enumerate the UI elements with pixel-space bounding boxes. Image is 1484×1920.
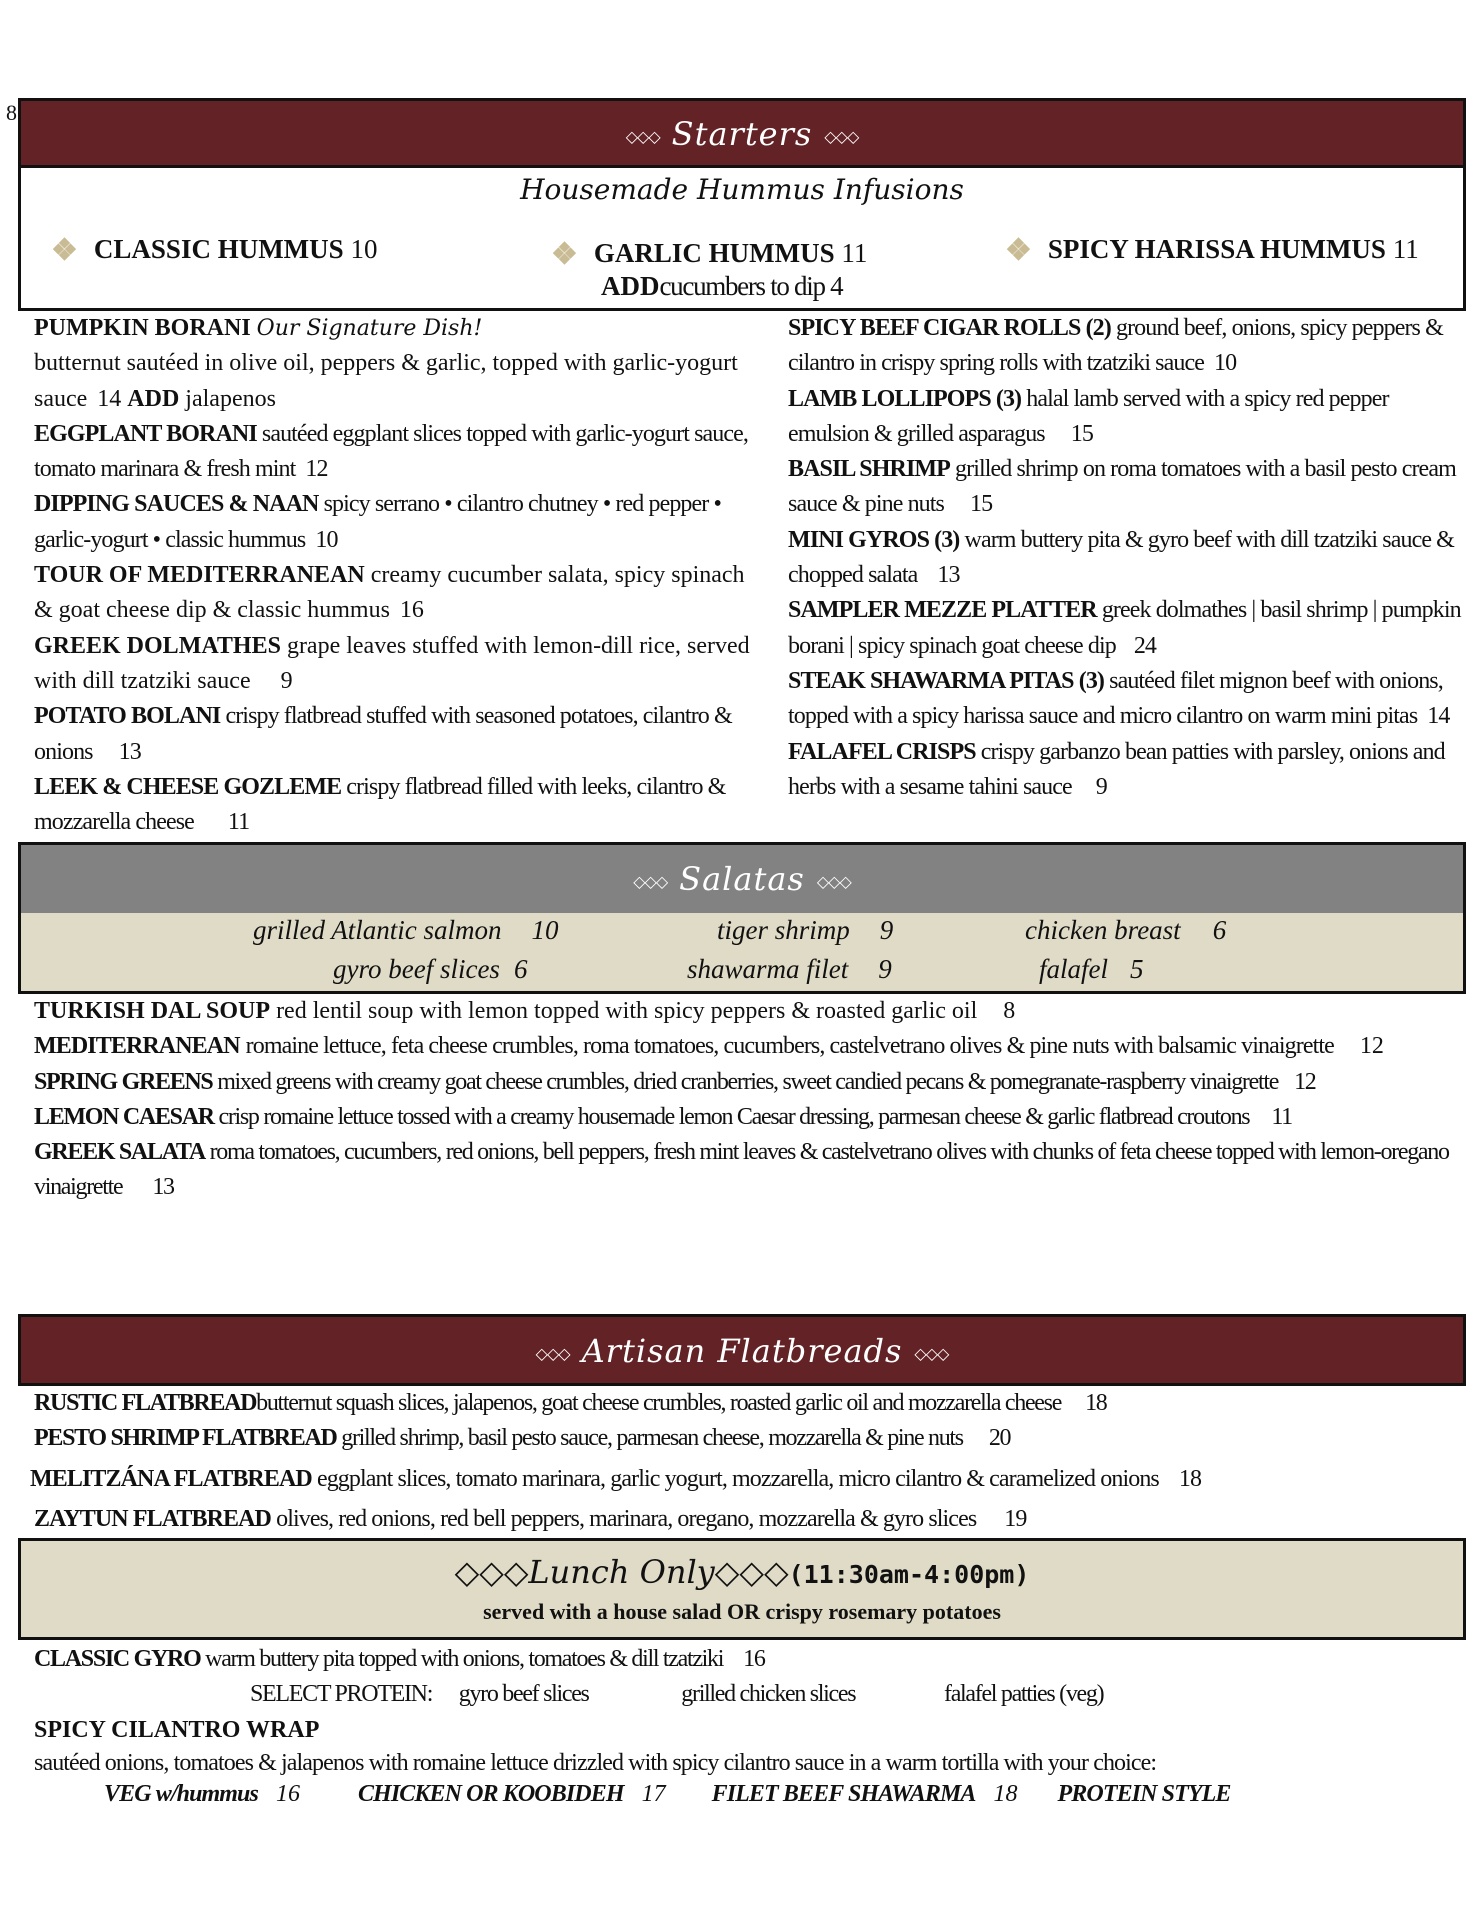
salata-addon-gyro-beef: gyro beef slices 6 — [333, 954, 528, 984]
diamond-bullet-icon: ❖ — [51, 234, 78, 267]
menu-item-sampler-mezze-platter: SAMPLER MEZZE PLATTER greek dolmathes | basil shrimp | pumpkin borani | spicy spinach goat cheese dip 24 — [788, 597, 1461, 659]
diamond-ornament-icon: ◇◇◇ — [454, 1554, 529, 1590]
protein-option: falafel patties (veg) — [944, 1681, 1104, 1708]
hummus-item-spicy-harissa: ❖ SPICY HARISSA HUMMUS 11 — [1005, 234, 1419, 267]
hummus-box — [18, 165, 1466, 311]
diamond-ornament-icon: ◇◇◇ — [914, 1343, 949, 1363]
page-number: 8 — [6, 100, 17, 125]
hummus-item-garlic: ❖ GARLIC HUMMUS 11 — [551, 238, 868, 271]
menu-item-potato-bolani: POTATO BOLANI crispy flatbread stuffed with seasoned potatoes, cilantro & onions 13 — [34, 703, 732, 765]
lunch-title-row — [21, 1553, 1463, 1591]
menu-item-spring-greens: SPRING GREENS mixed greens with creamy goat cheese crumbles, dried cranberries, sweet candied pecans & pomegranate-raspberry vinaigrette 12 — [34, 1068, 1316, 1095]
menu-item-tour-of-mediterranean: TOUR OF MEDITERRANEAN creamy cucumber salata, spicy spinach & goat cheese dip & classic hummus 16 — [34, 562, 745, 624]
menu-item-pesto-shrimp-flatbread: PESTO SHRIMP FLATBREAD grilled shrimp, basil pesto sauce, parmesan cheese, mozzarella & pine nuts 20 — [34, 1425, 1011, 1452]
hummus-header: Housemade Hummus Infusions — [520, 173, 964, 206]
menu-item-eggplant-borani: EGGPLANT BORANI sautéed eggplant slices topped with garlic-yogurt sauce, tomato marinara & fresh mint 12 — [34, 420, 748, 483]
menu-item-mediterranean-salad: MEDITERRANEAN romaine lettuce, feta cheese crumbles, roma tomatoes, cucumbers, castelvetrano olives & pine nuts with balsamic vinaigrette 12 — [34, 1033, 1384, 1060]
lunch-subtitle: served with a house salad OR crispy rosemary potatoes — [483, 1599, 1001, 1624]
salatas-header — [18, 842, 1466, 913]
diamond-bullet-icon: ❖ — [1005, 234, 1032, 267]
salatas-section-box — [18, 842, 1466, 994]
diamond-ornament-icon: ◇◇◇ — [816, 871, 851, 891]
diamond-ornament-icon: ◇◇◇ — [633, 871, 668, 891]
lunch-items — [34, 1642, 1480, 1810]
flatbread-items — [30, 1386, 1478, 1537]
flatbreads-title: Artisan Flatbreads — [581, 1332, 903, 1370]
menu-item-falafel-crisps: FALAFEL CRISPS crispy garbanzo bean patties with parsley, onions and herbs with a sesame tahini sauce 9 — [788, 738, 1445, 800]
wrap-description: sautéed onions, tomatoes & jalapenos with romaine lettuce drizzled with spicy cilantro sauce in a warm tortilla with your choice: — [34, 1749, 1157, 1776]
salata-addon-falafel: falafel 5 — [1039, 954, 1144, 984]
menu-item-spicy-cilantro-wrap: SPICY CILANTRO WRAP — [34, 1716, 320, 1743]
menu-item-lamb-lollipops: LAMB LOLLIPOPS (3) halal lamb served with a spicy red pepper emulsion & grilled asparagus 15 — [788, 385, 1389, 447]
diamond-bullet-icon: ❖ — [551, 238, 578, 271]
menu-item-classic-gyro: CLASSIC GYRO warm buttery pita topped with onions, tomatoes & dill tzatziki 16 — [34, 1646, 765, 1672]
menu-item-steak-shawarma-pitas: STEAK SHAWARMA PITAS (3) sautéed filet mignon beef with onions, topped with a spicy harissa sauce and micro cilantro on warm mini pitas 14 — [788, 667, 1450, 730]
menu-item-lemon-caesar: LEMON CAESAR crisp romaine lettuce tossed with a creamy housemade lemon Caesar dressing, parmesan cheese & garlic flatbread croutons 11 — [34, 1103, 1292, 1130]
hummus-add-on: ADDcucumbers to dip 4 — [601, 271, 843, 301]
menu-item-dipping-sauces: DIPPING SAUCES & NAAN spicy serrano • cilantro chutney • red pepper • garlic-yogurt • classic hummus 10 — [34, 491, 721, 553]
diamond-ornament-icon: ◇◇◇ — [714, 1554, 789, 1590]
menu-item-greek-dolmathes: GREEK DOLMATHES grape leaves stuffed with lemon-dill rice, served with dill tzatziki sauce 9 — [34, 632, 750, 694]
salata-addon-salmon: grilled Atlantic salmon 10 — [253, 915, 559, 945]
starters-left-column — [34, 311, 764, 840]
lunch-hours: (11:30am-4:00pm) — [788, 1560, 1030, 1589]
menu-item-rustic-flatbread: RUSTIC FLATBREADbutternut squash slices, jalapenos, goat cheese crumbles, roasted garlic oil and mozzarella cheese 18 — [34, 1390, 1107, 1416]
salatas-title: Salatas — [679, 860, 805, 898]
menu-item-greek-salata: GREEK SALATA roma tomatoes, cucumbers, red onions, bell peppers, fresh mint leaves & castelvetrano olives with chunks of feta cheese topped with lemon-oregano vinaigrette 13 — [34, 1139, 1449, 1201]
salata-addon-tiger-shrimp: tiger shrimp 9 — [717, 915, 894, 945]
salata-addon-shawarma-filet: shawarma filet 9 — [687, 954, 892, 984]
menu-item-melitzana-flatbread: MELITZÁNA FLATBREAD eggplant slices, tomato marinara, garlic yogurt, mozzarella, micro cilantro & caramelized onions 18 — [30, 1465, 1202, 1492]
menu-item-spicy-beef-cigar-rolls: SPICY BEEF CIGAR ROLLS (2) ground beef, onions, spicy peppers & cilantro in crispy spring rolls with tzatziki sauce 10 — [788, 315, 1443, 377]
protein-option: grilled chicken slices — [681, 1681, 856, 1708]
lunch-header-box — [18, 1538, 1466, 1640]
menu-item-basil-shrimp: BASIL SHRIMP grilled shrimp on roma tomatoes with a basil pesto cream sauce & pine nuts 15 — [788, 456, 1456, 518]
starters-right-column — [788, 311, 1468, 805]
flatbreads-header — [18, 1314, 1466, 1386]
diamond-ornament-icon: ◇◇◇ — [824, 126, 859, 146]
diamond-ornament-icon: ◇◇◇ — [535, 1343, 570, 1363]
salatas-items — [34, 994, 1464, 1206]
wrap-options-row: VEG w/hummus 16 CHICKEN OR KOOBIDEH 17 FILET BEEF SHAWARMA 18 PROTEIN STYLE — [104, 1780, 1231, 1807]
protein-select-row: SELECT PROTEIN: gyro beef slices grilled chicken slices falafel patties (veg) — [250, 1681, 1104, 1708]
menu-item-pumpkin-borani: PUMPKIN BORANI Our Signature Dish! butternut sautéed in olive oil, peppers & garlic, topped with garlic-yogurt sauce 14 ADD jalapenos — [34, 315, 738, 412]
menu-item-turkish-dal-soup: TURKISH DAL SOUP red lentil soup with lemon topped with spicy peppers & roasted garlic oil 8 — [34, 998, 1016, 1024]
protein-option: gyro beef slices — [458, 1681, 589, 1708]
salata-addon-chicken-breast: chicken breast 6 — [1025, 915, 1227, 945]
hummus-item-classic: ❖ CLASSIC HUMMUS 10 — [51, 234, 378, 267]
starters-header — [18, 98, 1466, 168]
lunch-title: Lunch Only — [528, 1553, 715, 1591]
menu-item-mini-gyros: MINI GYROS (3) warm buttery pita & gyro beef with dill tzatziki sauce & chopped salata 13 — [788, 526, 1454, 589]
starters-title: Starters — [671, 115, 813, 153]
menu-item-leek-cheese-gozleme: LEEK & CHEESE GOZLEME crispy flatbread filled with leeks, cilantro & mozzarella cheese 11 — [34, 773, 726, 836]
diamond-ornament-icon: ◇◇◇ — [625, 126, 660, 146]
menu-item-zaytun-flatbread: ZAYTUN FLATBREAD olives, red onions, red bell peppers, marinara, oregano, mozzarella & gyro slices 19 — [34, 1505, 1027, 1532]
